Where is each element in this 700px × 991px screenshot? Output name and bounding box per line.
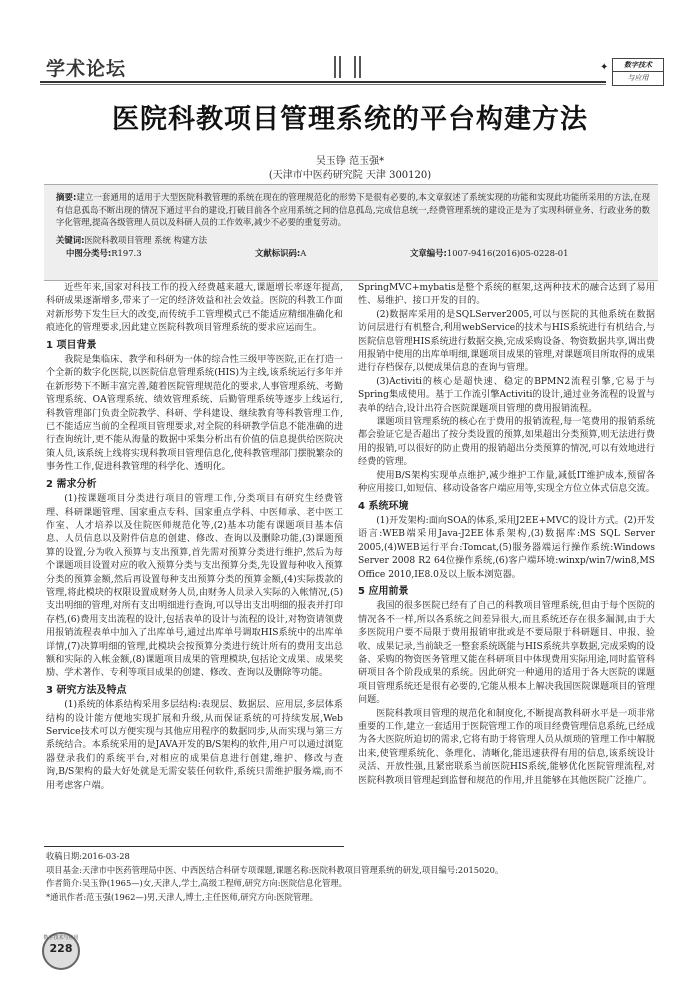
header-rule-thin [40, 84, 606, 85]
doc-value: A [300, 248, 307, 258]
section-heading: 2 需求分析 [46, 478, 97, 490]
keywords-text: 医院科教项目管理 系统 构建方法 [84, 235, 208, 245]
header-rule [40, 81, 606, 83]
intro-paragraph: 近些年来,国家对科技工作的投入经费越来越大,课题增长率逐年提高,科研成果逐渐增多,带来了一定的经济效益和社会效益。医院的科教工作面对新形势下发生巨大的改变,而传统手工管理模式已不能适应精细准确化和痕迹化的管理要求,因此建立医院科教项目管理系统的要求应运而生。 [46, 283, 343, 334]
footnotes [46, 850, 658, 904]
section-heading: 4 系统环境 [358, 500, 409, 512]
footnote-fund: 项目基金:天津市中医药管理局中医、中西医结合科研专项课题,课题名称:医院科教项目管理系统的研发,项目编号:2015020。 [46, 864, 504, 875]
paragraph: (2)数据库采用的是SQLServer2005,可以与医院的其他系统在数据访问层进行有机整合,利用webService的技术与HIS系统进行有机结合,与医院信息管理HIS系统进行数据交换,完成采购设备、物资数据共享,调出费用报销中使用的出库单明细,课题项目成果的管理,对课题项目所取得的成果进行存档保存,以便成果信息的查询与管理。 [358, 309, 655, 374]
affiliation: (天津市中医药研究院 天津 300120) [268, 170, 432, 181]
footnote-received: 收稿日期:2016-03-28 [46, 851, 130, 861]
keywords [56, 234, 650, 246]
paragraph: 我院是集临床、教学和科研为一体的综合性三级甲等医院,正在打造一个全新的数字化医院,以医院信息管理系统(HIS)为主线,该系统运行多年并在新形势下不断丰富完善,随着医院管理规范化的要求,人事管理系统、考勤管理系统、OA管理系统、绩效管理系统、后勤管理系统等逐步上线运行,科教管理部门负责全院教学、科研、学科建设、继续教育等科教管理工作,已不能适应当前的全程项目管理要求,对全院的科研教学信息不能准确的进行查询统计,更不能从海量的数据中采集分析出有价值的信息提供给医院决策人员,该系统上线将实现科教项目管理信息化,使科教管理部门摆脱繁杂的事务性工作,促进科教管理的科学化、透明化。 [46, 355, 343, 473]
left-column [46, 282, 343, 793]
paragraph: 使用B/S架构实现单点维护,减少维护工作量,减低IT维护成本,预留各种应用接口,如短信、移动设备客户端应用等,实现全方位立体式信息交流。 [358, 470, 655, 495]
article-value: 1007-9416(2016)05-0228-01 [446, 248, 569, 258]
journal-logo-icon: ✦ [600, 62, 609, 73]
doc-label: 文献标识码: [255, 248, 301, 258]
doc-code [255, 247, 306, 259]
section-heading: 3 研究方法及特点 [46, 684, 127, 696]
footnote-author: 作者简介:吴玉铮(1965—)女,天津人,学士,高级工程师,研究方向:医院信息化管理。 [46, 878, 347, 888]
page-badge-text: 数字技术与应用 [43, 935, 79, 941]
section-title: 学术论坛 [46, 58, 127, 80]
right-column [358, 282, 655, 788]
paragraph: (1)系统的体系结构采用多层结构:表现层、数据层、应用层,多层体系结构的设计能方便地实现扩展和升级,从而保证系统的可持续发展,Web Service技术可以方便实现与其他应用程序的数据同步,从而实现与第三方系统结合。本系统采用的是JAVA开发的B/S架构的软件,用户可以通过浏览器登录我们的系统平台,对相应的成果信息进行创建,维护、修改与查询,B/S架构的最大好处就是无需安装任何软件,系统只需维护服务端,而不用考虑客户端。 [46, 700, 343, 791]
header-bars [334, 56, 362, 78]
abstract-text: 建立一套通用的适用于大型医院科教管理的系统在现在的管理规范化的形势下是很有必要的,本文章叙述了系统实现的功能和实现此功能所采用的方法,在现有信息孤岛不断出现的情况下通过平台的建设,打破目前各个应用系统之间的信息孤岛,完成信息统一,经费管理系统的建设正是为了实现科研业务、行政业务的数字化管理,提高各级管理人员以及科研人员的工作效率,减少不必要的重复劳动。 [56, 192, 650, 227]
paragraph: (1)按课题项目分类进行项目的管理工作,分类项目有研究生经费管理、科研课题管理、国家重点专科、国家重点学科、中医师承、老中医工作室、人才培养以及住院医师规范化等,(2)基本功能有课题项目基本信息、人员信息以及附件信息的创建、修改、查询以及删除功能,(3)课题预算的设置,分为收入预算与支出预算,首先需对预算分类进行维护,然后为每个课题项目设置对应的收入预算分类与支出预算分类,先设置每种收入预算分类的预算金额,然后再设置每种支出预算分类的预算金额,(4)实际拨款的管理,将此模块的权限设置成财务人员,由财务人员录入实际的入帐情况,(5)支出明细的管理,对所有支出明细进行查询,可以导出支出明细的报表并打印存档,(6)费用支出流程的设计,包括表单的设计与流程的设计,对物资请领费用报销流程表单中加入了出库单号,通过出库单号调取HIS系统中的出库单详情,(7)决算明细的管理,此模块会按预算分类进行统计所有的费用支出总额和实际的入帐金额,(8)课题项目成果的管理模块,包括论文成果、成果奖励、学术著作、专利等项目成果的创建、修改、查询以及删除等功能。 [46, 494, 343, 679]
journal-logo-line2: 与应用 [627, 74, 649, 82]
paragraph: (1)开发架构:面向SOA的体系,采用J2EE+MVC的设计方式。(2)开发语言:WEB端采用Java-J2EE体系架构,(3)数据库:MS SQL Server 2005,(4)WEB运行平台:Tomcat,(5)服务器端运行操作系统:Windows Server 2008 R2 64位操作系统,(6)客户端环境:winxp/win7/win8,MS Office 2010,IE8.0及以上版本浏览器。 [358, 515, 655, 580]
abstract [56, 191, 650, 229]
clc-value: R197.3 [111, 248, 142, 258]
section-heading: 1 项目背景 [46, 339, 97, 351]
footnote-rule [44, 846, 344, 847]
page-number: 228 [49, 942, 73, 955]
paragraph: 医院科教项目管理的规范化和制度化,不断提高教科研水平是一项非常重要的工作,建立一套适用于医院管理工作的项目经费管理信息系统,已经成为各大医院所迫切的需求,它将有助于将管理人员从烦琐的管理工作中解脱出来,使管理系统化、条理化、清晰化,能迅速获得有用的信息,该系统设计灵活、开放性强,且紧密联系当前医院HIS系统,能够优化医院管理流程,对医院科教项目管理起到监督和规范的作用,并且能够在其他医院广泛推广。 [358, 708, 655, 786]
authors: 吴玉铮 范玉强* [315, 156, 385, 167]
section-heading: 5 应用前景 [358, 585, 409, 597]
paragraph: 我国的很多医院已经有了自己的科教项目管理系统,但由于每个医院的情况各不一样,所以各系统之间差异很大,而且系统还存在很多漏洞,由于大多医院用户要不局限于费用报销审批或是不要局限于科研题目、申报、验收、成果记录,当前缺乏一整套系统既能与HIS系统共享数据,完成采购的设备、采购的物资医务管理又能在科研项目中体现费用实际用途,同时监管科研项目各个阶段成果的系统。因此研究一种通用的适用于各大医院的课题项目管理系统还是很有必要的,它能从根本上解决我国医院课题项目的管理问题。 [358, 601, 655, 706]
footnote-corresponding: *通讯作者:范玉强(1962—)男,天津人,博士,主任医师,研究方向:医院管理。 [46, 891, 318, 902]
paper-title: 医院科教项目管理系统的平台构建方法 [112, 104, 588, 135]
paragraph: SpringMVC+mybatis是整个系统的框架,这两种技术的融合达到了易用性、易维护、接口开发的目的。 [358, 283, 655, 307]
clc-label: 中图分类号: [66, 248, 112, 258]
clc-number [66, 247, 142, 259]
journal-logo-line1: 数字技术 [613, 59, 663, 72]
paragraph: 课题项目管理系统的核心在于费用的报销流程,每一笔费用的报销系统都会验证它是否超出了按分类设置的预算,如果超出分类预算,则无法进行费用的报销,可以很好的防止费用的报销超出分类预算的情况,可以有效地进行经费的管理。 [358, 417, 655, 468]
keywords-label: 关键词: [56, 235, 85, 245]
article-number [410, 247, 568, 259]
paragraph: (3)Activiti的核心是超快速、稳定的BPMN2流程引擎,它易于与Spring集成使用。基于工作流引擎Activiti的设计,通过业务流程的设置与表单的结合,设计出符合医院课题项目管理的费用报销流程。 [358, 376, 655, 414]
journal-logo [612, 58, 664, 86]
article-label: 文章编号: [410, 248, 447, 258]
abstract-label: 摘要: [56, 192, 77, 202]
